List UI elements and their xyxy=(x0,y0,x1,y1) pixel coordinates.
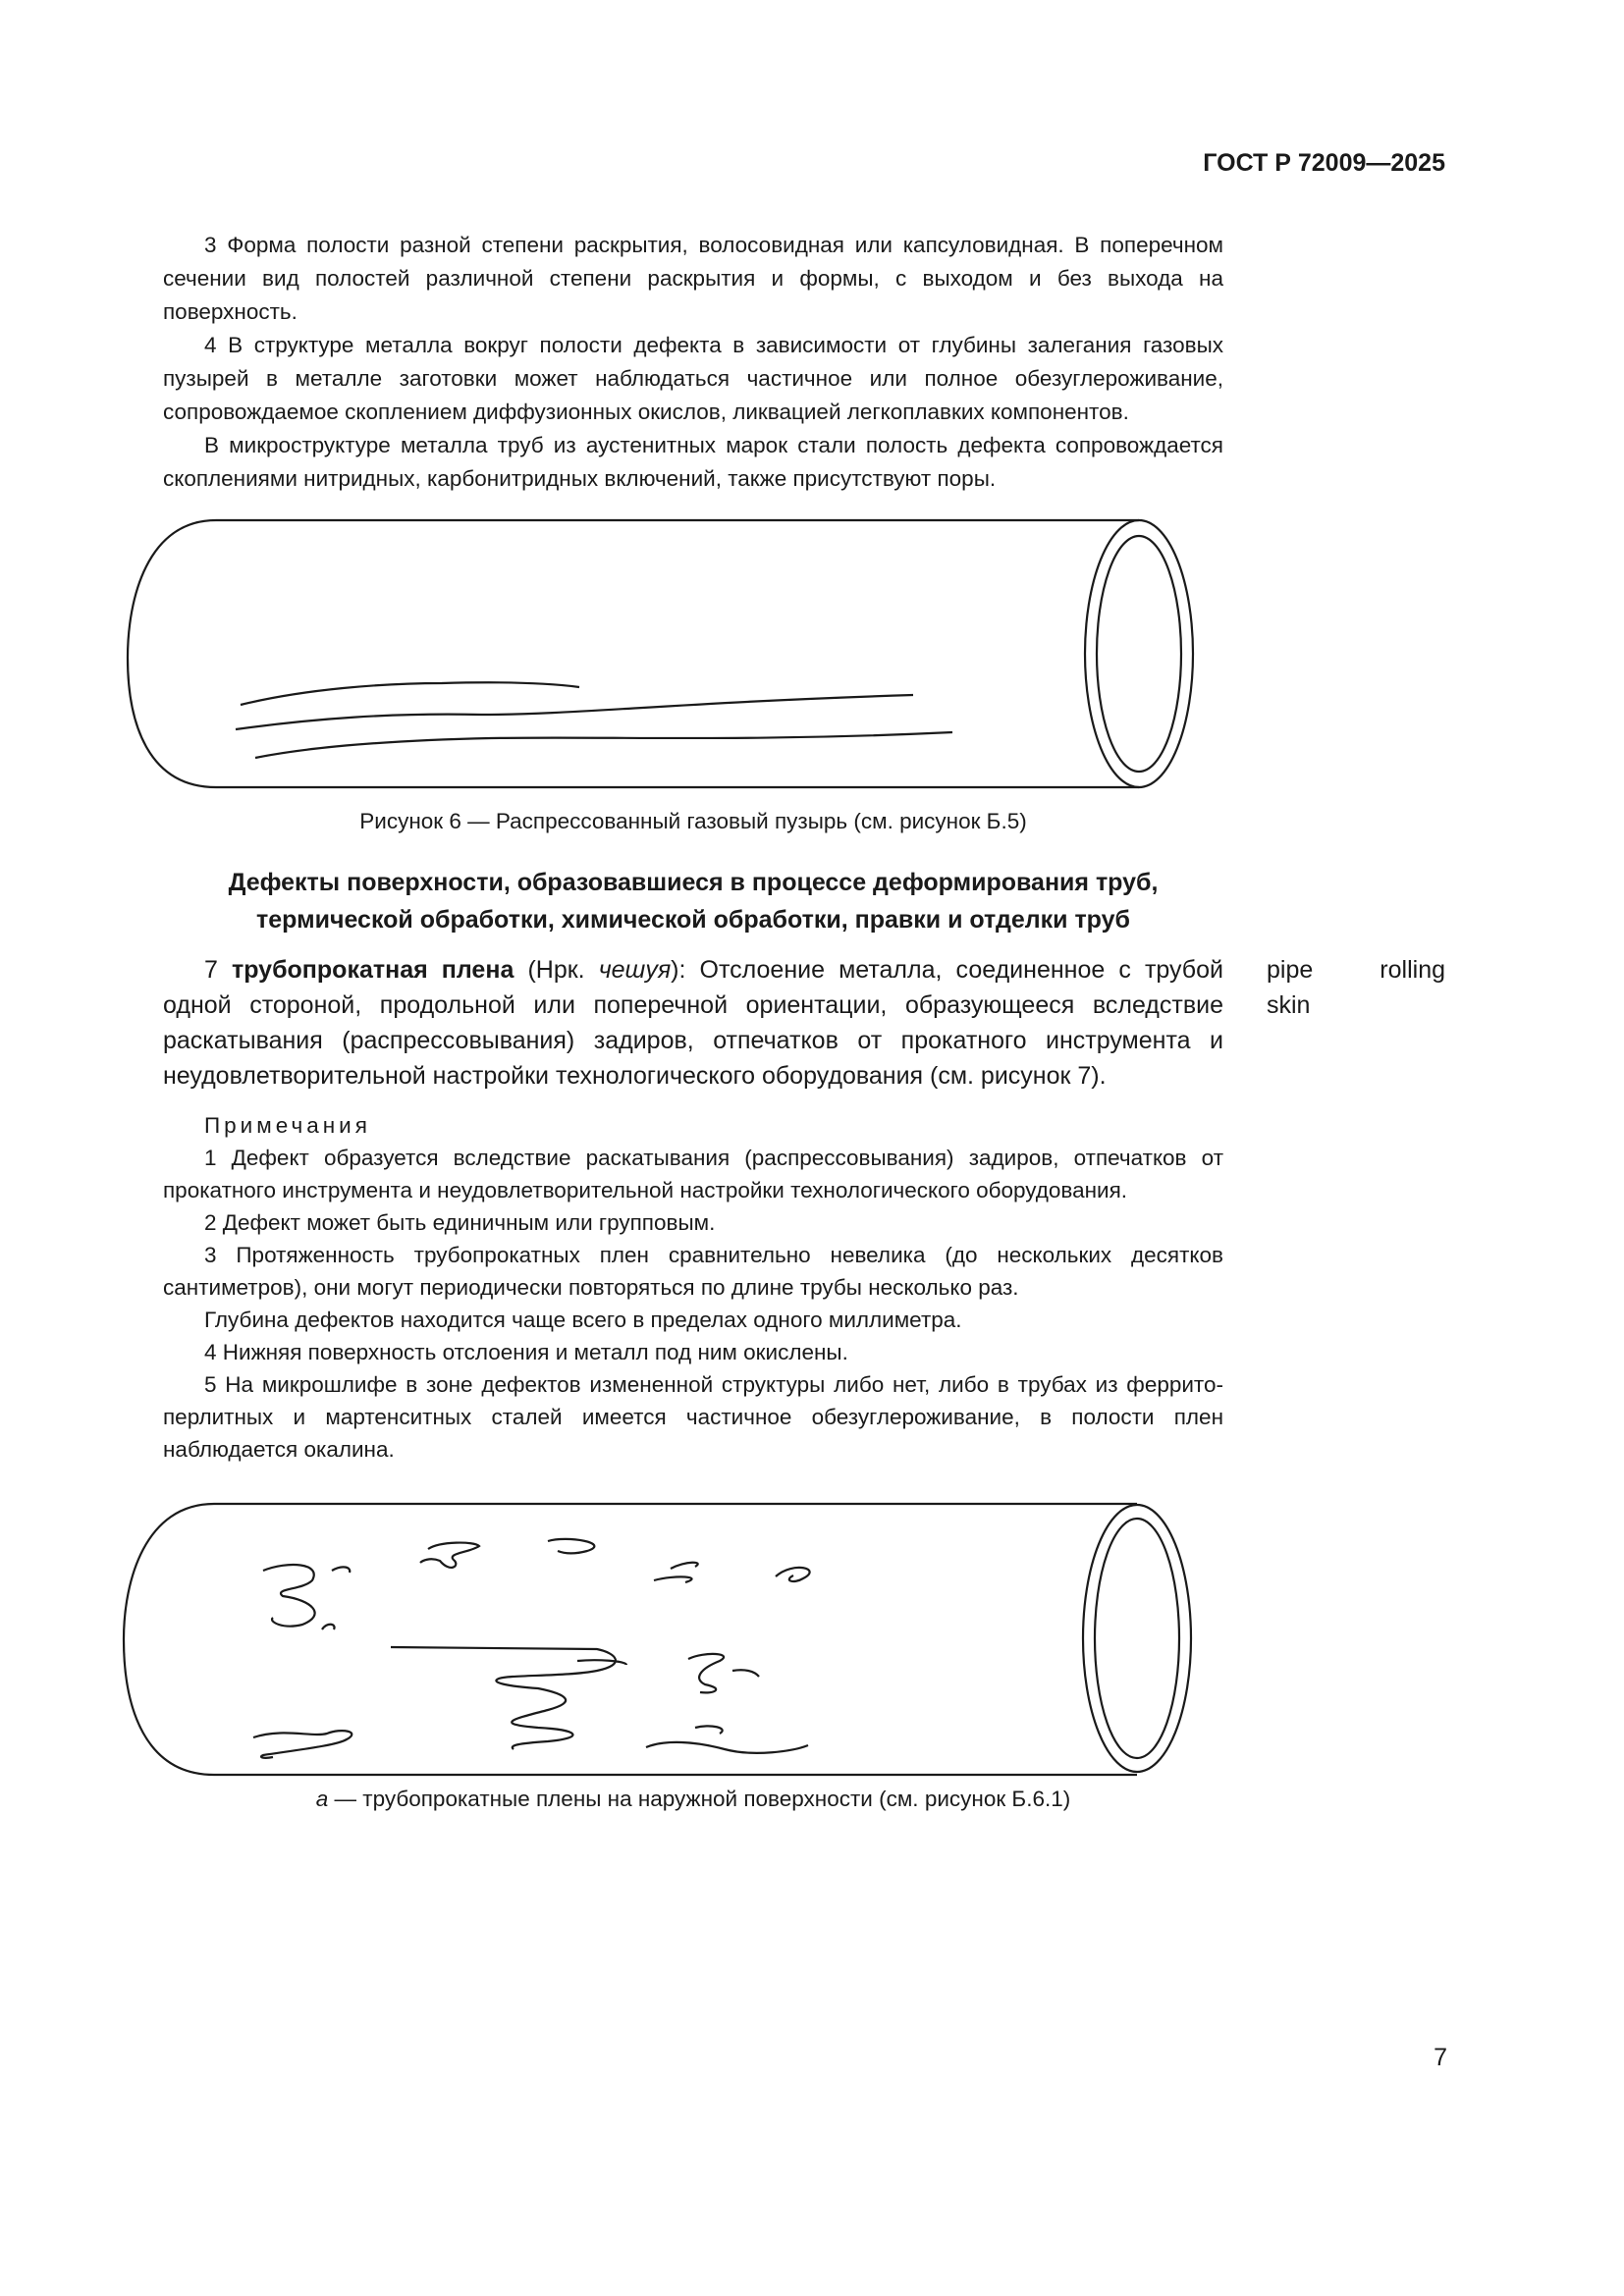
notes-title: Примечания xyxy=(204,1113,371,1138)
english-term-word3: skin xyxy=(1267,991,1311,1019)
english-term-word1: pipe xyxy=(1267,956,1314,984)
term-7-definition xyxy=(163,952,1223,1094)
notes-block xyxy=(163,1109,1223,1466)
note-item: 1 Дефект образуется вследствие раскатывания (распрессовывания) задиров, отпечатков от прокатного инструмента и неудовлетворительной настройки технологического оборудования. xyxy=(163,1146,1223,1202)
figure-7a-caption xyxy=(163,1787,1223,1812)
note-item: 4 Нижняя поверхность отслоения и металл под ним окислены. xyxy=(204,1340,848,1364)
standard-header: ГОСТ Р 72009—2025 xyxy=(1203,149,1445,177)
note-item: Глубина дефектов находится чаще всего в пределах одного миллиметра. xyxy=(204,1308,962,1332)
section-heading: Дефекты поверхности, образовавшиеся в процессе деформирования труб, термической обработки, химической обработки, правки и отделки труб xyxy=(228,869,1159,934)
figure-7a-pipe-illustration xyxy=(116,1492,1235,1787)
paragraph: 3 Форма полости разной степени раскрытия, волосовидная или капсуловидная. В поперечном сечении вид полостей различной степени раскрытия и формы, с выходом и без выхода на поверхность. xyxy=(163,233,1223,324)
figure-6-pipe-illustration xyxy=(118,510,1237,805)
note-item: 2 Дефект может быть единичным или групповым. xyxy=(204,1210,716,1235)
note-item: 3 Протяженность трубопрокатных плен сравнительно невелика (до нескольких десятков сантиметров), они могут периодически повторяться по длине трубы несколько раз. xyxy=(163,1243,1223,1300)
subfigure-caption-text: — трубопрокатные плены на наружной поверхности (см. рисунок Б.6.1) xyxy=(328,1787,1071,1811)
definition-text: Отслоение металла, соединенное с трубой одной стороной, продольной или поперечной ориентации, образующееся вследствие раскатывания (распрессовывания) задиров, отпечатков от прокатного инструмента и неудовлетворительной настройки технологического оборудования (см. рисунок 7). xyxy=(163,956,1223,1090)
intro-text xyxy=(163,229,1223,496)
synonym: чешуя xyxy=(598,956,672,984)
term-name: трубопрокатная плена xyxy=(232,956,514,984)
figure-6-caption: Рисунок 6 — Распрессованный газовый пузырь (см. рисунок Б.5) xyxy=(359,809,1027,833)
term-number: 7 xyxy=(204,956,218,984)
synonym-prefix: (Нрк. xyxy=(527,956,585,984)
paragraph: В микроструктуре металла труб из аустенитных марок стали полость дефекта сопровождается скоплениями нитридных, карбонитридных включений, также присутствуют поры. xyxy=(163,433,1223,491)
subfigure-label: а xyxy=(315,1787,329,1811)
paragraph: 4 В структуре металла вокруг полости дефекта в зависимости от глубины залегания газовых пузырей в металле заготовки может наблюдаться частичное или полное обезуглероживание, сопровождаемое скоплением диффузионных окислов, ликвацией легкоплавких компонентов. xyxy=(163,333,1223,424)
page-number: 7 xyxy=(1434,2044,1447,2071)
synonym-suffix: ): xyxy=(671,956,686,984)
note-item: 5 На микрошлифе в зоне дефектов измененной структуры либо нет, либо в трубах из феррито-перлитных и мартенситных сталей имеется частичное обезуглероживание, в полости плен наблюдается окалина. xyxy=(163,1372,1223,1462)
english-term-word2: rolling xyxy=(1380,956,1445,984)
